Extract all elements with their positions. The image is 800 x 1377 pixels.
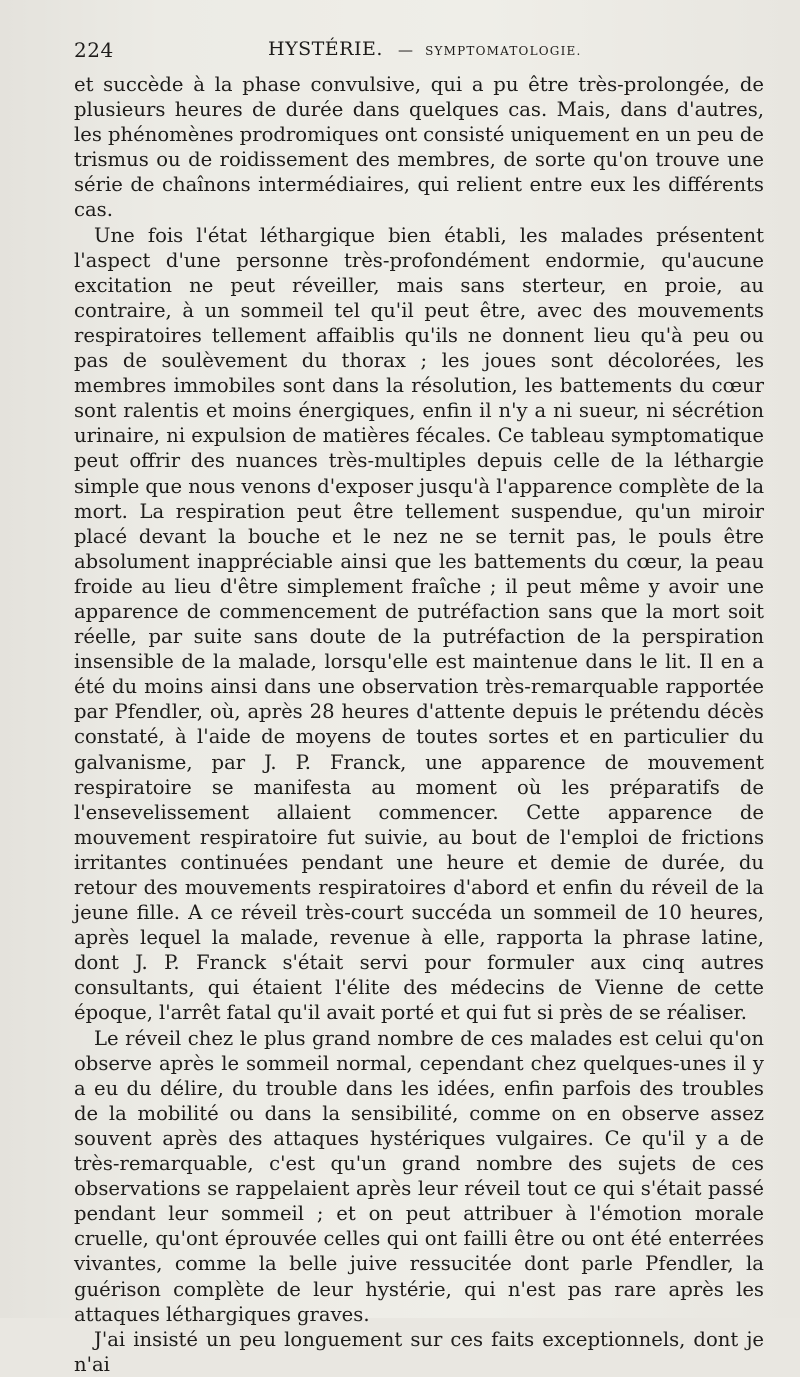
page-number: 224	[74, 38, 114, 62]
paragraph-continuation: et succède à la phase convulsive, qui a pu être très-prolongée, de plusieurs heures de durée dans quelques cas. Mais, dans d'autres, les phénomènes prodromiques ont consisté uniquement en un peu de trismus ou de roidissement des membres, de sorte qu'on trouve une série de chaînons intermédiaires, qui relient entre eux les différents cas.	[74, 73, 764, 222]
running-head	[268, 38, 582, 60]
page-header	[74, 38, 760, 68]
paragraph-closing-line: J'ai insisté un peu longuement sur ces faits exceptionnels, dont je n'ai	[74, 1327, 764, 1376]
paragraph-lethargy-state: Une fois l'état léthargique bien établi, les malades présentent l'aspect d'une personne très-profondément endormie, qu'aucune excitation ne peut réveiller, mais sans sterteur, en proie, au contraire, à un sommeil tel qu'il peut être, avec des mouvements respiratoires tellement affaiblis qu'ils ne donnent lieu qu'à peu ou pas de soulèvement du thorax ; les joues sont décolorées, les membres immobiles sont dans la résolution, les battements du cœur sont ralentis et moins énergiques, enfin il n'y a ni sueur, ni sécrétion urinaire, ni expulsion de matières fécales. Ce tableau symptomatique peut offrir des nuances très-multiples depuis celle de la léthargie simple que nous venons d'exposer jusqu'à l'apparence complète de la mort. La respiration peut être tellement suspendue, qu'un miroir placé devant la bouche et le nez ne se ternit pas, le pouls être absolument inappréciable ainsi que les battements du cœur, la peau froide au lieu d'être simplement fraîche ; il peut même y avoir une apparence de commencement de putréfaction sans que la mort soit réelle, par suite sans doute de la putréfaction de la perspiration insensible de la malade, lorsqu'elle est maintenue dans le lit. Il en a été du moins ainsi dans une observation très-remarquable rapportée par Pfendler, où, après 28 heures d'attente depuis le prétendu décès constaté, à l'aide de moyens de toutes sortes et en particulier du galvanisme, par J. P. Franck, une apparence de mouvement respiratoire se manifesta au moment où les préparatifs de l'ensevelissement allaient commencer. Cette apparence de mouvement respiratoire fut suivie, au bout de l'emploi de frictions irritantes continuées pendant une heure et demie de durée, du retour des mouvements respiratoires d'abord et enfin du réveil de la jeune fille. A ce réveil très-court succéda un sommeil de 10 heures, après lequel la malade, revenue à elle, rapporta la phrase latine, dont J. P. Franck s'était servi pour formuler aux cinq autres consultants, qui étaient l'élite des médecins de Vienne de cette époque, l'arrêt fatal qu'il avait porté et qui fut si près de se réaliser.	[74, 223, 764, 1025]
running-subtitle: SYMPTOMATOLOGIE.	[425, 44, 582, 58]
paragraph-awakening: Le réveil chez le plus grand nombre de ces malades est celui qu'on observe après le sommeil normal, cependant chez quelques-unes il y a eu du délire, du trouble dans les idées, enfin parfois des troubles de la mobilité ou dans la sensibilité, comme on en observe assez souvent après des attaques hystériques vulgaires. Ce qu'il y a de très-remarquable, c'est qu'un grand nombre des sujets de ces observations se rappelaient après leur réveil tout ce qui s'était passé pendant leur sommeil ; et on peut attribuer à l'émotion morale cruelle, qu'ont éprouvée celles qui ont failli être ou ont été enterrées vivantes, comme la belle juive ressucitée dont parle Pfendler, la guérison complète de leur hystérie, qui n'est pas rare après les attaques léthargiques graves.	[74, 1026, 764, 1326]
body-text	[74, 72, 764, 1377]
running-head-separator: —	[398, 41, 413, 59]
running-title: HYSTÉRIE.	[268, 38, 383, 60]
